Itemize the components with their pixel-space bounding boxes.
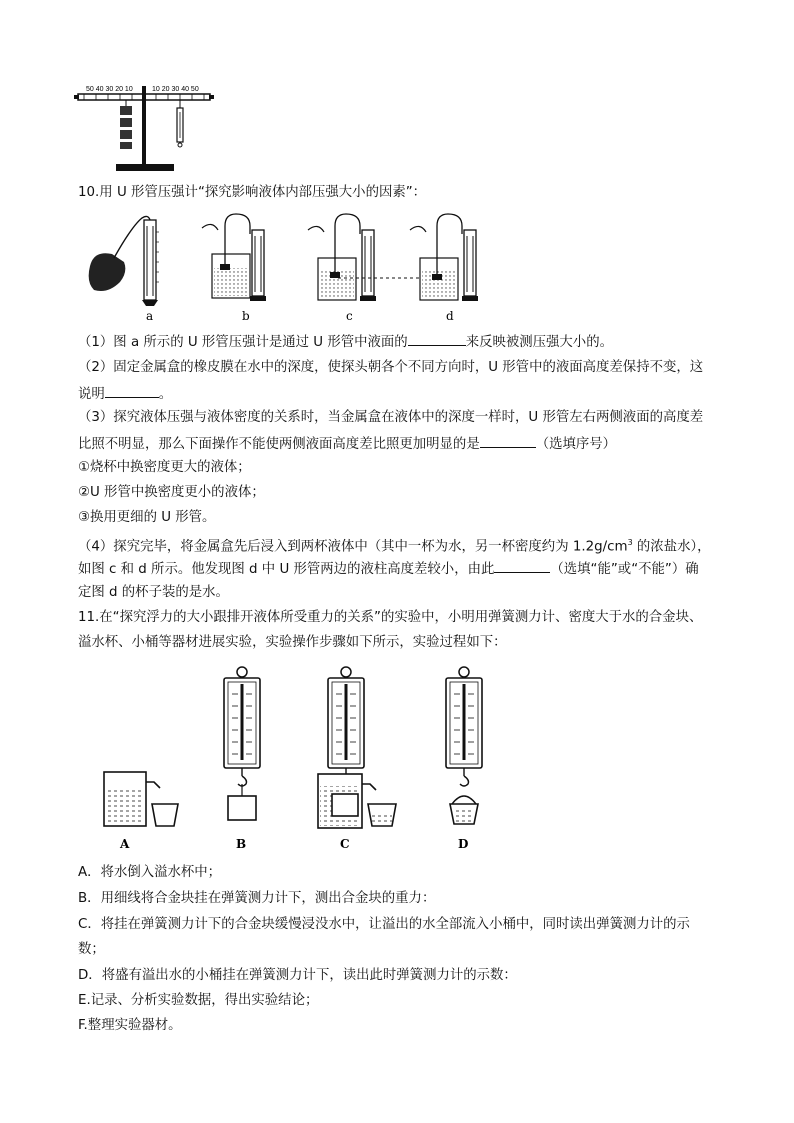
q10-stem: 10.用 U 形管压强计“探究影响液体内部压强大小的因素”：	[78, 185, 427, 200]
hanging-weights	[120, 100, 132, 149]
q10-part1-text-a: （1）图 a 所示的 U 形管压强计是通过 U 形管中液面的	[78, 335, 408, 350]
q10-part1	[78, 331, 613, 353]
q11-step-d: D．将盛有溢出水的小桶挂在弹簧测力计下，读出此时弹簧测力计的示数：	[78, 968, 517, 983]
q10-part4-line1	[78, 533, 711, 557]
q10-part2-line1: （2）固定金属盒的橡皮膜在水中的深度，使探头朝各个不同方向时，U 形管中的液面高度差保持不变，这	[78, 360, 704, 375]
q10-part4-text-b: 的浓盐水），	[632, 539, 711, 555]
answer-blank-4[interactable]	[494, 558, 550, 573]
figure-C-label: C	[340, 837, 350, 851]
spring-scale-small	[177, 100, 183, 147]
figure-a-label: a	[146, 309, 154, 323]
q10-part1-text-b: 来反映被测压强大小的。	[465, 335, 613, 350]
figure-C	[318, 667, 396, 851]
lever-balance-figure	[72, 80, 222, 176]
q10-part4-text-a: （4）探究完毕，将金属盒先后浸入到两杯液体中（其中一杯为水，另一杯密度约为 1.2g/cm	[78, 539, 628, 555]
figure-D	[446, 667, 482, 851]
answer-blank-2[interactable]	[105, 383, 159, 398]
figure-a	[89, 216, 159, 323]
lever-scale-right: 10 20 30 40 50	[152, 86, 199, 93]
figure-b	[202, 214, 266, 323]
figure-d-label: d	[446, 309, 454, 323]
answer-blank-3[interactable]	[480, 433, 536, 448]
figure-A-label: A	[120, 837, 130, 851]
q11-step-c-line1: C．将挂在弹簧测力计下的合金块缓慢浸没水中，让溢出的水全部流入小桶中，同时读出弹簧测力计的示	[78, 917, 690, 932]
q10-option-1: ①烧杯中换密度更大的液体；	[78, 460, 251, 475]
q11-stem-line1: 11.在“探究浮力的大小跟排开液体所受重力的关系”的实验中，小明用弹簧测力计、密度大于水的合金块、	[78, 610, 703, 625]
q11-step-c-line2: 数；	[78, 942, 105, 957]
q10-part2-text-a: 说明	[78, 387, 105, 402]
u-tube-manometer-figure	[84, 206, 504, 324]
q11-step-b: B．用细线将合金块挂在弹簧测力计下，测出合金块的重力：	[78, 891, 436, 906]
q11-step-e: E.记录、分析实验数据，得出实验结论；	[78, 993, 319, 1008]
figure-b-label: b	[242, 309, 250, 323]
figure-c	[308, 214, 376, 323]
q10-part3-text-a: 比照不明显，那么下面操作不能使两侧液面高度差比照更加明显的是	[78, 437, 480, 452]
q10-part3-line2	[78, 433, 616, 455]
lever-scale-left: 50 40 30 20 10	[86, 86, 133, 93]
figure-d	[410, 214, 478, 323]
q10-part4-line2	[78, 558, 699, 580]
q10-part4-line2-text-b: （选填“能”或“不能”）确	[550, 562, 699, 577]
buoyancy-experiment-figure	[96, 664, 496, 856]
q10-part4-line3: 定图 d 的杯子装的是水。	[78, 585, 229, 600]
q10-option-3: ③换用更细的 U 形管。	[78, 510, 216, 525]
q10-part3-text-b: （选填序号）	[535, 437, 617, 452]
figure-c-label: c	[346, 309, 353, 323]
figure-A	[104, 772, 178, 851]
q10-part4-line2-text-a: 如图 c 和 d 所示。他发现图 d 中 U 形管两边的液柱高度差较小，由此	[78, 562, 495, 577]
q11-step-a: A．将水倒入溢水杯中；	[78, 865, 222, 880]
q11-step-f: F.整理实验器材。	[78, 1018, 182, 1033]
q11-stem-line2: 溢水杯、小桶等器材进展实验，实验操作步骤如下所示，实验过程如下：	[78, 635, 507, 650]
q10-part4-superscript: 3	[627, 538, 633, 547]
figure-B	[224, 667, 260, 851]
q10-part2-line2	[78, 383, 172, 405]
q10-part3-line1: （3）探究液体压强与液体密度的关系时，当金属盒在液体中的深度一样时，U 形管左右两侧液面的高度差	[78, 410, 704, 425]
figure-B-label: B	[236, 837, 247, 851]
q10-option-2: ②U 形管中换密度更小的液体；	[78, 485, 265, 500]
q10-part2-text-b: 。	[158, 387, 173, 402]
answer-blank-1[interactable]	[408, 331, 466, 346]
figure-D-label: D	[458, 837, 469, 851]
